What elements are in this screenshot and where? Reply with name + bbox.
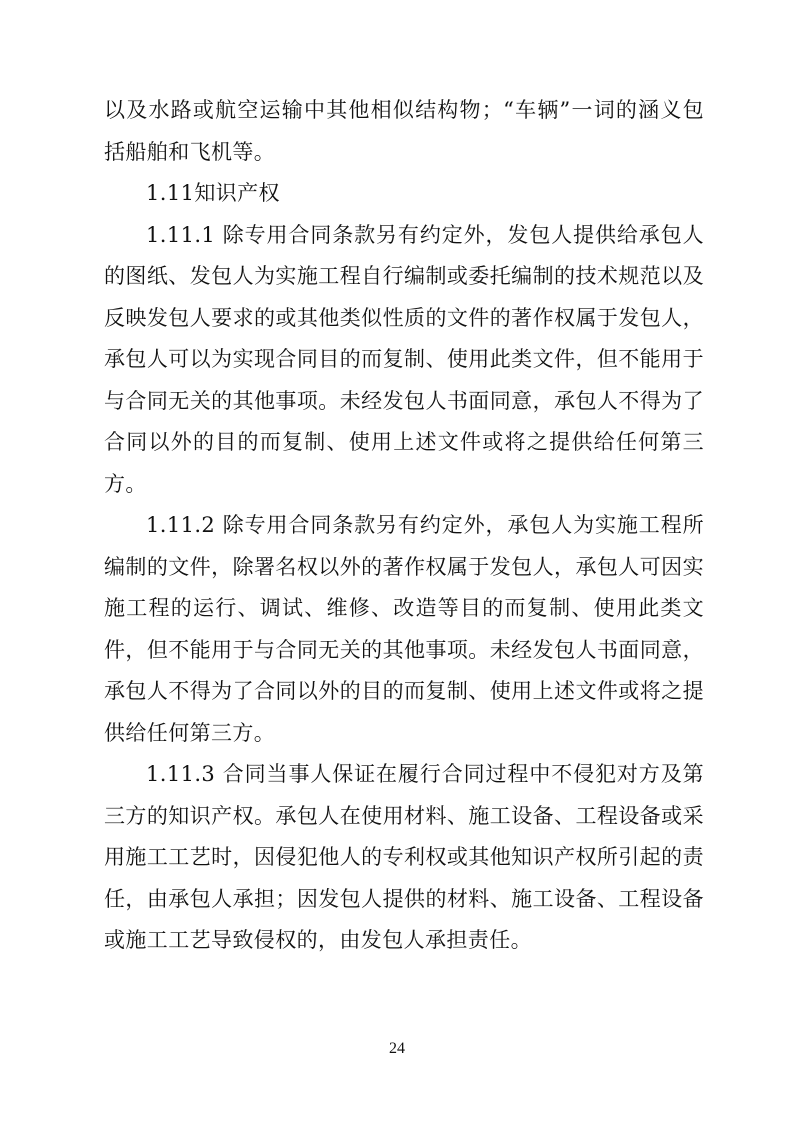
document-body — [104, 90, 704, 962]
section-heading-1-11: 1.11知识产权 — [146, 181, 280, 205]
paragraph-clause-1-11-2: 1.11.2 除专用合同条款另有约定外，承包人为实施工程所编制的文件，除署名权以外的著作权属于发包人，承包人可因实施工程的运行、调试、维修、改造等目的而复制、使用此类文件，但不能用于与合同无关的其他事项。未经发包人书面同意，承包人不得为了合同以外的目的而复制、使用上述文件或将之提供给任何第三方。 — [104, 513, 704, 745]
paragraph-clause-1-11-1: 1.11.1 除专用合同条款另有约定外，发包人提供给承包人的图纸、发包人为实施工程自行编制或委托编制的技术规范以及反映发包人要求的或其他类似性质的文件的著作权属于发包人，承包人可以为实现合同目的而复制、使用此类文件，但不能用于与合同无关的其他事项。未经发包人书面同意，承包人不得为了合同以外的目的而复制、使用上述文件或将之提供给任何第三方。 — [104, 222, 704, 496]
page-number: 24 — [389, 1040, 405, 1057]
paragraph-clause-1-11-3: 1.11.3 合同当事人保证在履行合同过程中不侵犯对方及第三方的知识产权。承包人在使用材料、施工设备、工程设备或采用施工工艺时，因侵犯他人的专利权或其他知识产权所引起的责任，由承包人承担；因发包人提供的材料、施工设备、工程设备或施工工艺导致侵权的，由发包人承担责任。 — [104, 762, 704, 952]
paragraph-continuation: 以及水路或航空运输中其他相似结构物；“车辆”一词的涵义包括船舶和飞机等。 — [104, 98, 704, 164]
